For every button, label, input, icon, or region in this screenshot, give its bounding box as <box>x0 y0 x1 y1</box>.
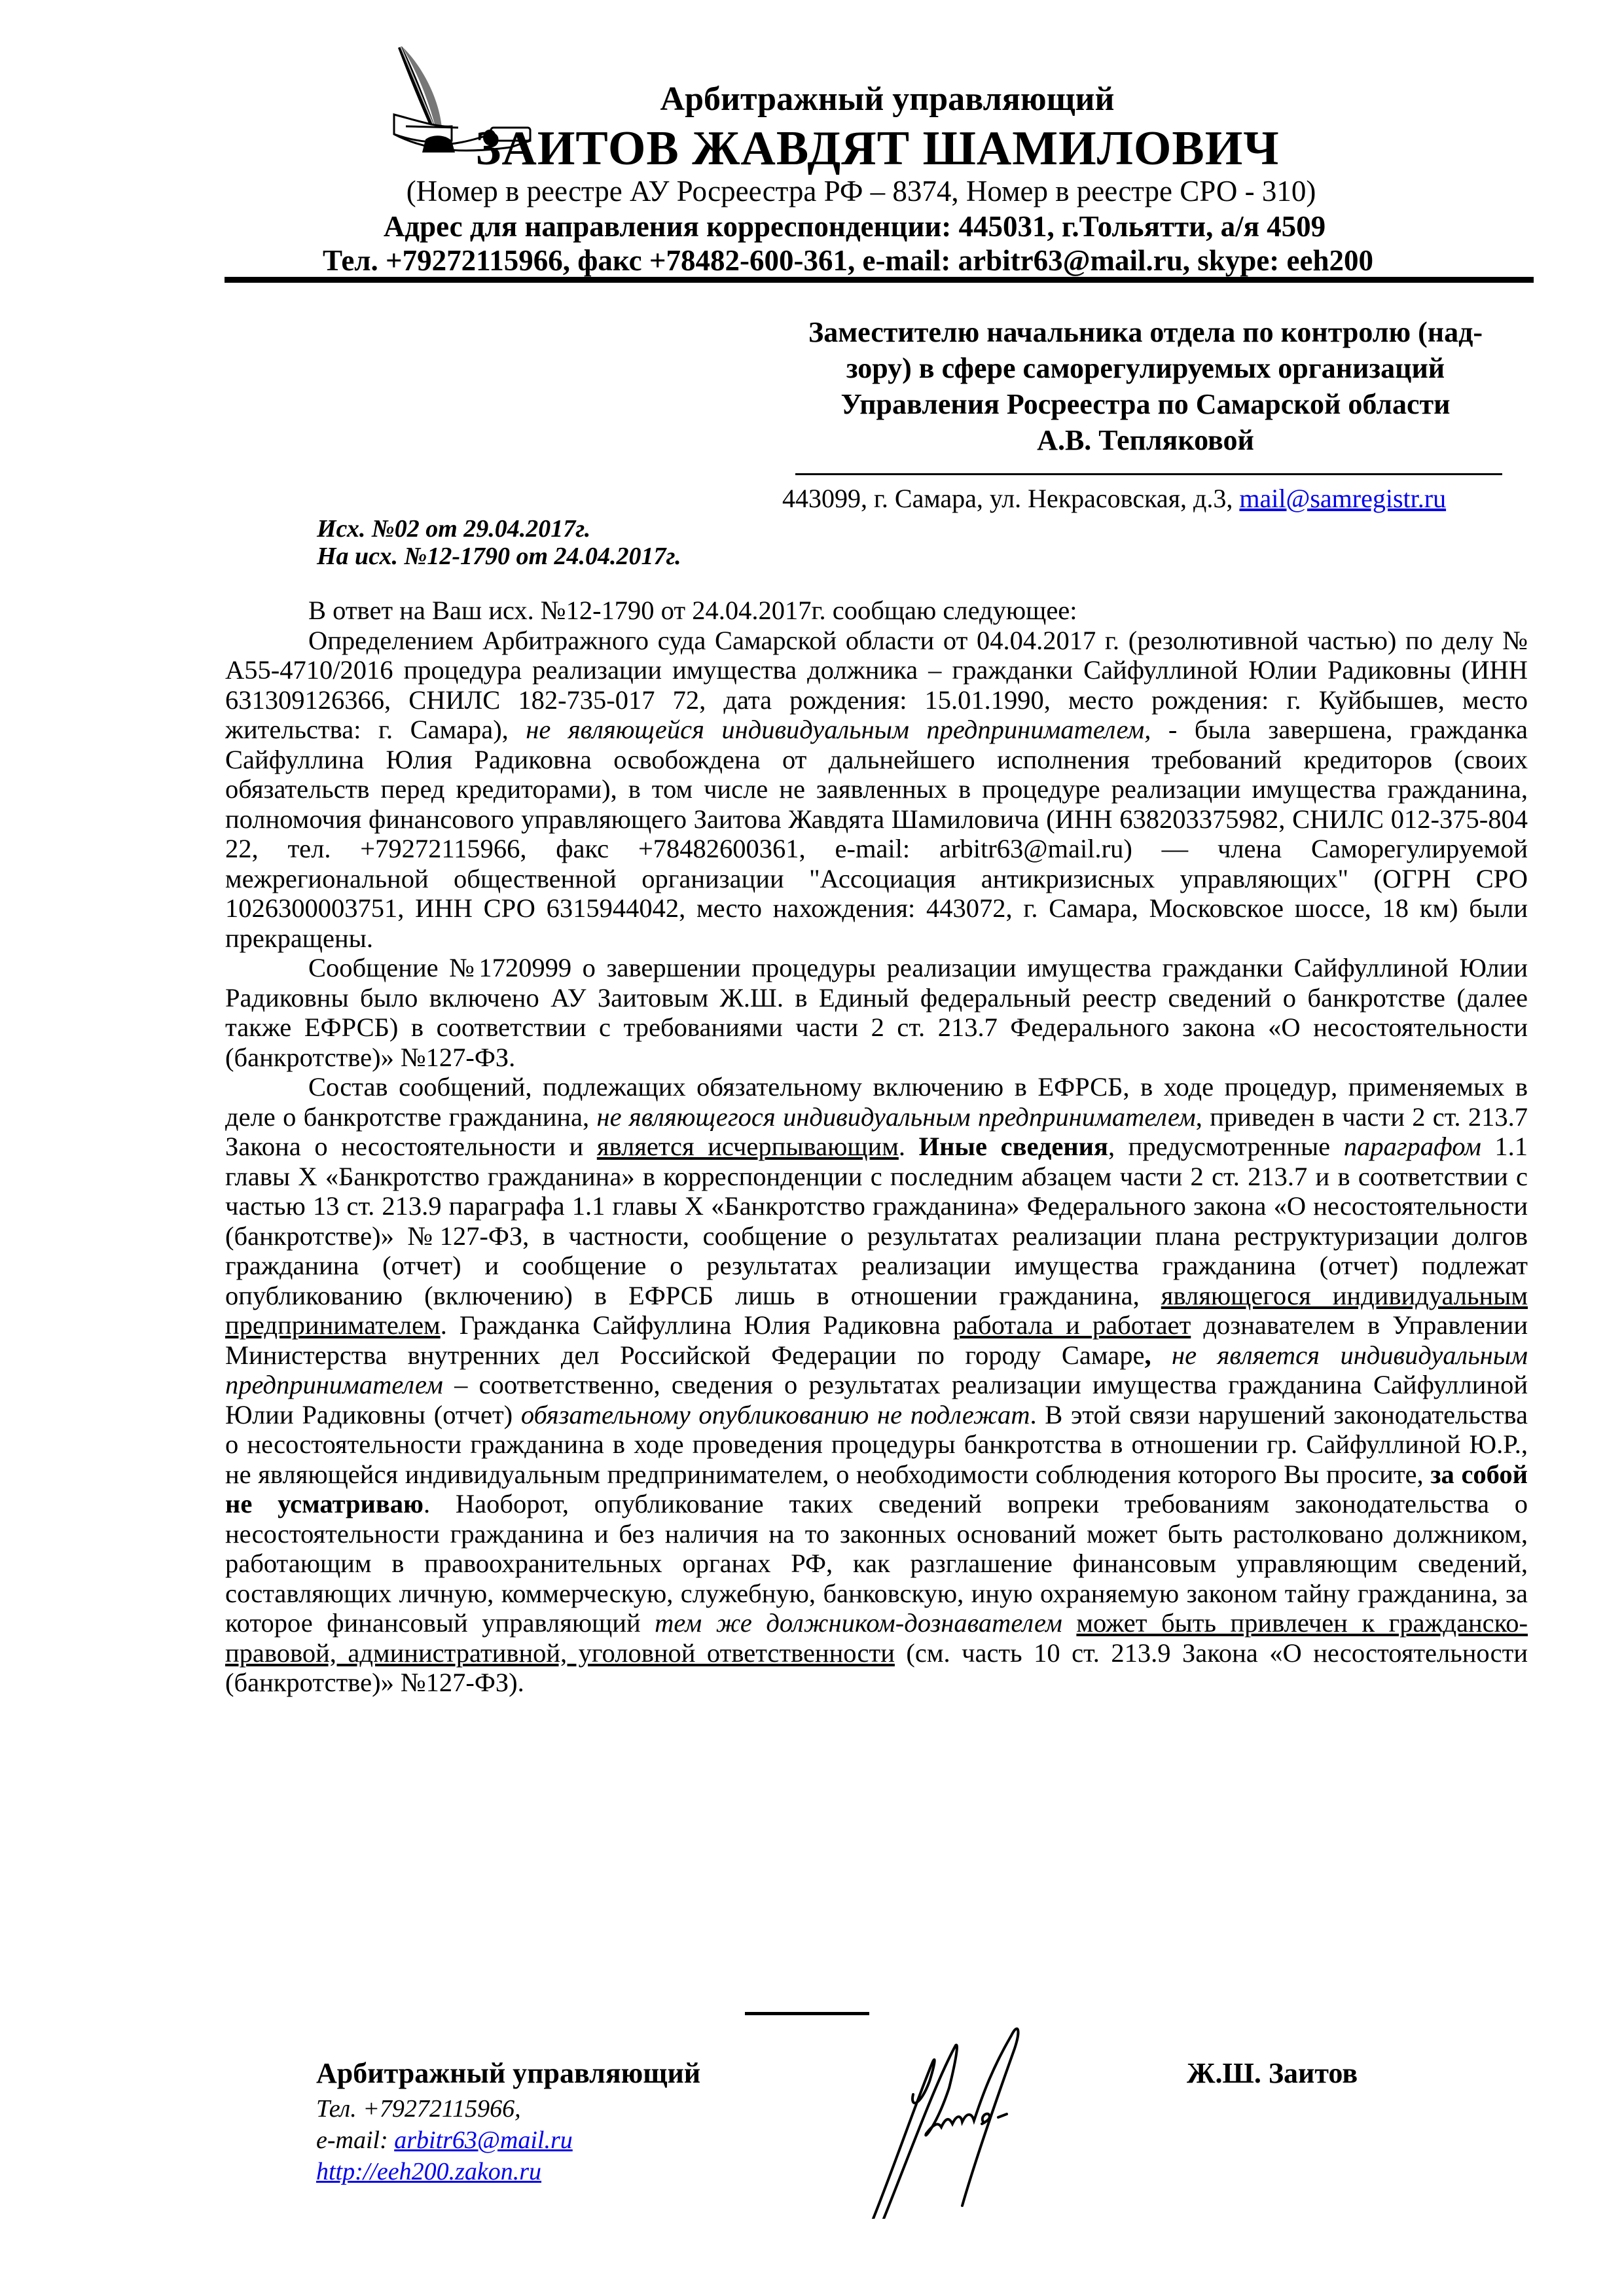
signatory-role: Арбитражный управляющий <box>316 2057 701 2089</box>
outgoing-number: Исх. №02 от 29.04.2017г. <box>317 515 591 543</box>
signatory-email-link[interactable]: arbitr63@mail.ru <box>394 2126 573 2154</box>
signatory-phone: Тел. +79272115966, <box>316 2095 521 2123</box>
letterhead-registry: (Номер в реестре АУ Росреестра РФ – 8374, Номер в реестре СРО - 310) <box>406 175 1316 207</box>
letterhead-address: Адрес для направления корреспонденции: 445031, г.Тольятти, а/я 4509 <box>383 210 1326 243</box>
paragraph-legal-argument: Состав сообщений, подлежащих обязательному включению в ЕФРСБ, в ходе процедур, применяемых в деле о банкротстве гражданина, не являющегося индивидуальным предпринимателем, приведен в части 2 ст. 213.7 Закона о несостоятельности и является исчерпывающим. Иные сведения, предусмотренные параграфом 1.1 главы X «Банкротство гражданина» в корреспонденции с последним абзацем части 2 ст. 213.7 и в соответствии с частью 13 ст. 213.9 параграфа 1.1 главы X «Банкротство гражданина» Федерального закона «О несостоятельности (банкротстве)» №127-ФЗ, в частности, сообщение о результатах реализации плана реструктуризации долгов гражданина (отчет) и сообщение о результатах реализации имущества гражданина (отчет) подлежат опубликованию (включению) в ЕФРСБ лишь в отношении гражданина, являющегося индивидуальным предпринимателем. Гражданка Сайфуллина Юлия Радиковна работала и работает дознавателем в Управлении Министерства внутренних дел Российской Федерации по городу Самаре, не является индивидуальным предпринимателем – соответственно, сведения о результатах реализации имущества гражданина Сайфуллиной Юлии Радиковны (отчет) обязательному опубликованию не подлежат. В этой связи нарушений законодательства о несостоятельности гражданина в ходе проведения процедуры банкротства в отношении гр. Сайфуллиной Ю.Р., не являющейся индивидуальным предпринимателем, о необходимости соблюдения которого Вы просите, за собой не усматриваю. Наоборот, опубликование таких сведений вопреки требованиям законодательства о несостоятельности гражданина и без наличия на то законных оснований может быть растолковано должником, работающим в правоохранительных органах РФ, как разглашение финансовым управляющим сведений, составляющих личную, коммерческую, служебную, банковскую, иную охраняемую законом тайну гражданина, за которое финансовый управляющий тем же должником-дознавателем может быть привлечен к гражданско-правовой, административной, уголовной ответственности (см. часть 10 ст. 213.9 Закона «О несостоятельности (банкротстве)» №127-ФЗ). <box>225 1072 1528 1697</box>
addressee-divider <box>795 473 1502 475</box>
handwritten-signature-icon <box>857 2009 1152 2219</box>
end-of-text-divider <box>745 2012 869 2015</box>
addressee-line: Управления Росреестра по Самарской области <box>840 388 1451 420</box>
letterhead-contacts: Тел. +79272115966, факс +78482-600-361, e-mail: arbitr63@mail.ru, skype: eeh200 <box>323 244 1373 277</box>
addressee-email-link[interactable]: mail@samregistr.ru <box>1239 484 1447 513</box>
addressee-name: А.В. Тепляковой <box>1037 424 1254 456</box>
letterhead-role: Арбитражный управляющий <box>660 81 1115 118</box>
signatory-email-row: e-mail: arbitr63@mail.ru <box>316 2126 573 2154</box>
signatory-website-link[interactable]: http://eeh200.zakon.ru <box>316 2158 542 2185</box>
paragraph-court-ruling: Определением Арбитражного суда Самарской области от 04.04.2017 г. (резолютивной частью) по делу № А55-4710/2016 процедура реализации имущества должника – гражданки Сайфуллиной Юлии Радиковны (ИНН 631309126366, СНИЛС 182-735-017 72, дата рождения: 15.01.1990, место рождения: г. Куйбышев, место жительства: г. Самара), не являющейся индивидуальным предпринимателем, - была завершена, гражданка Сайфуллина Юлия Радиковна освобождена от дальнейшего исполнения требований кредиторов (своих обязательств перед кредиторами), в том числе не заявленных в процедуре реализации имущества гражданина, полномочия финансового управляющего Заитова Жавдята Шамиловича (ИНН 638203375982, СНИЛС 012-375-804 22, тел. +79272115966, факс +78482600361, e-mail: arbitr63@mail.ru) — члена Саморегулируемой межрегиональной общественной организации "Ассоциация антикризисных управляющих" (ОГРН СРО 1026300003751, ИНН СРО 6315944042, место нахождения: 443072, г. Самара, Московское шоссе, 18 км) были прекращены. <box>225 625 1528 953</box>
outgoing-references <box>317 515 681 570</box>
paragraph-efrsb-message: Сообщение №1720999 о завершении процедуры реализации имущества гражданки Сайфуллиной Юлии Радиковны было включено АУ Заитовым Ж.Ш. в Единый федеральный реестр сведений о банкротстве (далее также ЕФРСБ) в соответствии с требованиями части 2 ст. 213.7 Федерального закона «О несостоятельности (банкротстве)» №127-ФЗ. <box>225 953 1528 1072</box>
addressee-postal-address: 443099, г. Самара, ул. Некрасовская, д.3, <box>782 484 1240 513</box>
letterhead-divider <box>225 277 1534 283</box>
paragraph-intro: В ответ на Ваш исх. №12-1790 от 24.04.2017г. сообщаю следующее: <box>308 596 1077 625</box>
signatory-name: Ж.Ш. Заитов <box>1187 2057 1358 2089</box>
letterhead-name: ЗАИТОВ ЖАВДЯТ ШАМИЛОВИЧ <box>475 122 1280 175</box>
addressee-line: зору) в сфере саморегулируемых организаций <box>846 352 1445 384</box>
reply-to-number: На исх. №12-1790 от 24.04.2017г. <box>317 543 681 570</box>
signatory-contacts <box>316 2093 573 2187</box>
addressee-block <box>766 314 1525 458</box>
addressee-line: Заместителю начальника отдела по контролю (над- <box>808 316 1483 348</box>
addressee-address <box>782 483 1446 514</box>
letter-body <box>225 596 1528 1698</box>
